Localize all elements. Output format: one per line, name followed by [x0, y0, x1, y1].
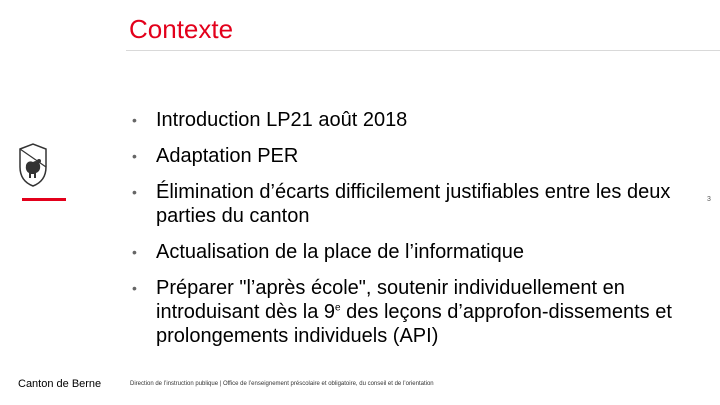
bullet-text: Introduction LP21 août 2018: [156, 109, 408, 131]
bullet-icon: •: [132, 244, 137, 260]
bullet-icon: •: [132, 280, 137, 296]
slide-title: Contexte: [129, 14, 234, 44]
bullet-text: Élimination d’écarts difficilement justifiables entre les deux parties du canton: [156, 181, 671, 227]
header-divider: [126, 50, 720, 51]
list-item: [132, 240, 702, 264]
bullet-icon: •: [132, 184, 137, 200]
bullet-text: Préparer "l’après école", soutenir individuellement en introduisant dès la 9e des leçons d’approfon-dissements et prolongements individuels (API): [156, 277, 672, 347]
bullet-list: [132, 108, 702, 360]
footer-organization: Canton de Berne: [18, 378, 102, 390]
page-number: 3: [707, 196, 711, 203]
accent-bar: [22, 198, 66, 201]
bullet-icon: •: [132, 112, 137, 128]
list-item: [132, 180, 702, 228]
bern-coat-of-arms-icon: [17, 143, 49, 187]
list-item: [132, 276, 702, 348]
list-item: [132, 144, 702, 168]
bullet-icon: •: [132, 148, 137, 164]
bullet-text: Actualisation de la place de l’informatique: [156, 241, 524, 263]
list-item: [132, 108, 702, 132]
bullet-text: Adaptation PER: [156, 145, 299, 167]
footer-department: Direction de l’instruction publique | Office de l’enseignement préscolaire et obligatoire, du conseil et de l’orientation: [130, 381, 434, 387]
superscript: e: [335, 302, 341, 314]
